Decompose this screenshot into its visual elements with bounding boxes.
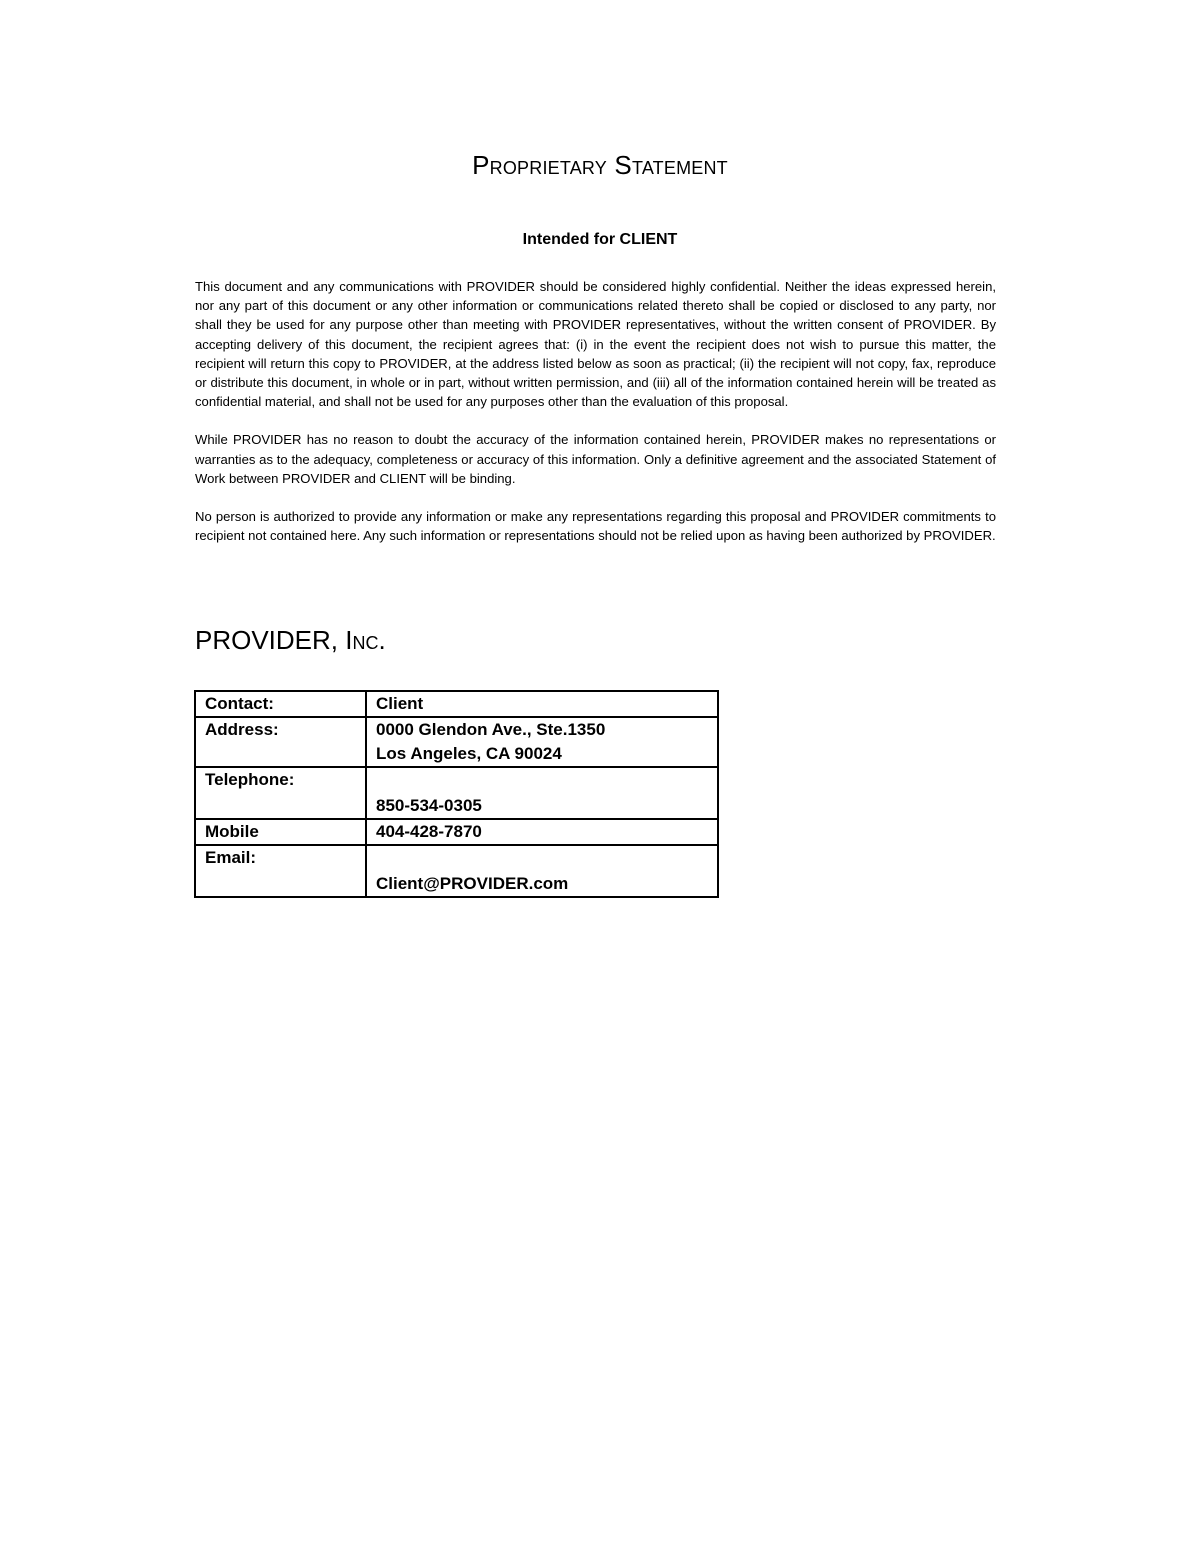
address-line-1: 0000 Glendon Ave., Ste.1350 [376,720,606,739]
table-row [195,691,718,717]
table-row [195,717,718,767]
blank-line [376,768,708,794]
contact-table [194,690,719,898]
email-value: Client@PROVIDER.com [376,874,569,893]
statement-body [195,277,996,564]
contact-value: Client [366,691,718,717]
blank-line [376,846,708,872]
accuracy-paragraph: While PROVIDER has no reason to doubt the accuracy of the information contained herein, PROVIDER makes no representations or warranties as to the adequacy, completeness or accuracy of this information. Only a definitive agreement and the associated Statement of Work between PROVIDER and CLIENT will be binding. [195,432,996,486]
page-subtitle: Intended for CLIENT [522,231,678,248]
page-title: Proprietary Statement [472,150,728,180]
mobile-value: 404-428-7870 [366,819,718,845]
email-cell [366,845,718,897]
table-row [195,819,718,845]
email-label: Email: [195,845,366,897]
table-row [195,845,718,897]
address-value [366,717,718,767]
telephone-value: 850-534-0305 [376,796,482,815]
authorization-paragraph: No person is authorized to provide any information or make any representations regarding this proposal and PROVIDER commitments to recipient not contained here. Any such information or representations should not be relied upon as having been authorized by PROVIDER. [195,509,996,544]
telephone-cell [366,767,718,819]
confidentiality-paragraph: This document and any communications with PROVIDER should be considered highly confidential. Neither the ideas expressed herein, nor any part of this document or any other information or communications related thereto shall be copied or disclosed to any party, nor shall they be used for any purpose other than meeting with PROVIDER representatives, without the written consent of PROVIDER. By accepting delivery of this document, the recipient agrees that: (i) in the event the recipient does not wish to pursue this matter, the recipient will return this copy to PROVIDER, at the address listed below as soon as practical; (ii) the recipient will not copy, fax, reproduce or distribute this document, in whole or in part, without written permission, and (iii) all of the information contained herein will be treated as confidential material, and shall not be used for any purposes other than the evaluation of this proposal. [195,279,996,410]
company-name: PROVIDER, Inc. [195,625,386,655]
address-line-2: Los Angeles, CA 90024 [376,744,562,763]
mobile-label: Mobile [195,819,366,845]
contact-label: Contact: [195,691,366,717]
table-row [195,767,718,819]
address-label: Address: [195,717,366,767]
telephone-label: Telephone: [195,767,366,819]
